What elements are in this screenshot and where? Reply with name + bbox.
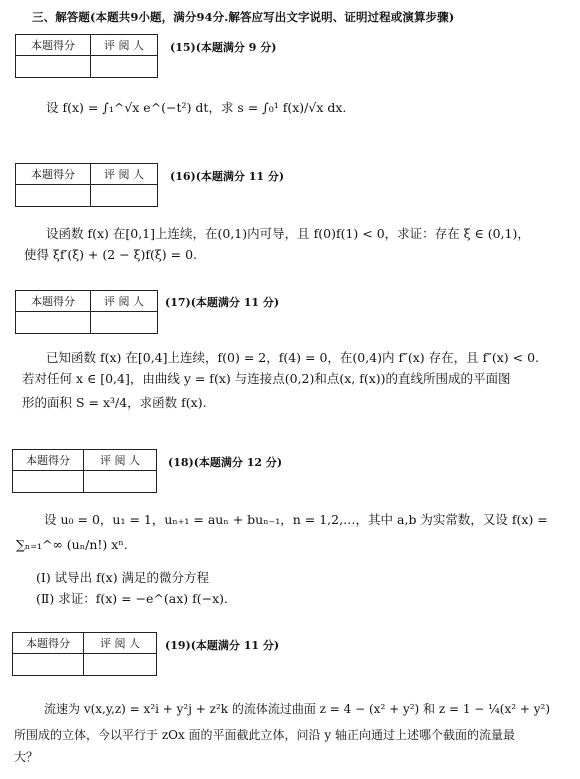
question-17-label: (17)(本题满分 11 分)	[165, 296, 280, 309]
score-label: 本题得分	[13, 450, 84, 471]
question-18-label: (18)(本题满分 12 分)	[168, 456, 283, 469]
grader-cell[interactable]	[91, 312, 158, 334]
question-17-line-1: 已知函数 f(x) 在[0,4]上连续，f(0) = 2，f(4) = 0，在(0,4)内 f″(x) 存在，且 f″(x) < 0.	[46, 350, 540, 365]
question-17-line-3: 形的面积 S = x³/4，求函数 f(x).	[22, 395, 207, 410]
score-label: 本题得分	[16, 291, 91, 312]
question-19-line-2: 所围成的立体，今以平行于 zOx 面的平面截此立体，问沿 y 轴正向通过上述哪个截面的流量最	[14, 728, 515, 742]
question-18-part-1: (Ⅰ) 试导出 f(x) 满足的微分方程	[36, 570, 210, 585]
grader-cell[interactable]	[84, 654, 157, 676]
score-table	[15, 163, 158, 207]
score-table	[15, 290, 158, 334]
grader-label: 评 阅 人	[91, 291, 158, 312]
grader-label: 评 阅 人	[84, 450, 157, 471]
grader-cell[interactable]	[91, 185, 158, 207]
section-header: 三、解答题(本题共9小题，满分94分.解答应写出文字说明、证明过程或演算步骤)	[32, 10, 455, 24]
grader-label: 评 阅 人	[91, 35, 158, 56]
grader-cell[interactable]	[84, 471, 157, 493]
question-19-label: (19)(本题满分 11 分)	[165, 639, 280, 652]
score-cell[interactable]	[16, 312, 91, 334]
question-15-line-1: 设 f(x) = ∫₁^√x e^(−t²) dt，求 s = ∫₀¹ f(x)/√x dx.	[46, 100, 347, 115]
score-label: 本题得分	[13, 633, 84, 654]
question-18-part-2: (Ⅱ) 求证：f(x) = −e^(ax) f(−x).	[36, 591, 229, 606]
score-table	[12, 632, 157, 676]
grader-label: 评 阅 人	[84, 633, 157, 654]
score-cell[interactable]	[16, 185, 91, 207]
score-cell[interactable]	[13, 471, 84, 493]
score-label: 本题得分	[16, 164, 91, 185]
question-17-line-2: 若对任何 x ∈ [0,4]，由曲线 y = f(x) 与连接点(0,2)和点(x, f(x))的直线所围成的平面图	[22, 371, 511, 386]
question-19-line-1: 流速为 v(x,y,z) = x²i + y²j + z²k 的流体流过曲面 z = 4 − (x² + y²) 和 z = 1 − ¼(x² + y²)	[44, 702, 551, 716]
question-16-label: (16)(本题满分 11 分)	[170, 170, 285, 183]
question-16-line-1: 设函数 f(x) 在[0,1]上连续，在(0,1)内可导，且 f(0)f(1) < 0，求证：存在 ξ ∈ (0,1)，	[46, 226, 530, 241]
question-18-line-1: 设 u₀ = 0，u₁ = 1，uₙ₊₁ = auₙ + buₙ₋₁，n = 1,2,…，其中 a,b 为实常数，又设 f(x) =	[44, 512, 548, 527]
score-table	[15, 34, 158, 78]
question-15-label: (15)(本题满分 9 分)	[170, 41, 277, 54]
question-18-line-2: ∑ₙ₌₁^∞ (uₙ/n!) xⁿ.	[16, 537, 128, 552]
question-16-line-2: 使得 ξf′(ξ) + (2 − ξ)f(ξ) = 0.	[24, 247, 198, 262]
grader-cell[interactable]	[91, 56, 158, 78]
score-cell[interactable]	[13, 654, 84, 676]
score-cell[interactable]	[16, 56, 91, 78]
score-label: 本题得分	[16, 35, 91, 56]
grader-label: 评 阅 人	[91, 164, 158, 185]
score-table	[12, 449, 157, 493]
question-19-line-3: 大？	[14, 750, 39, 764]
